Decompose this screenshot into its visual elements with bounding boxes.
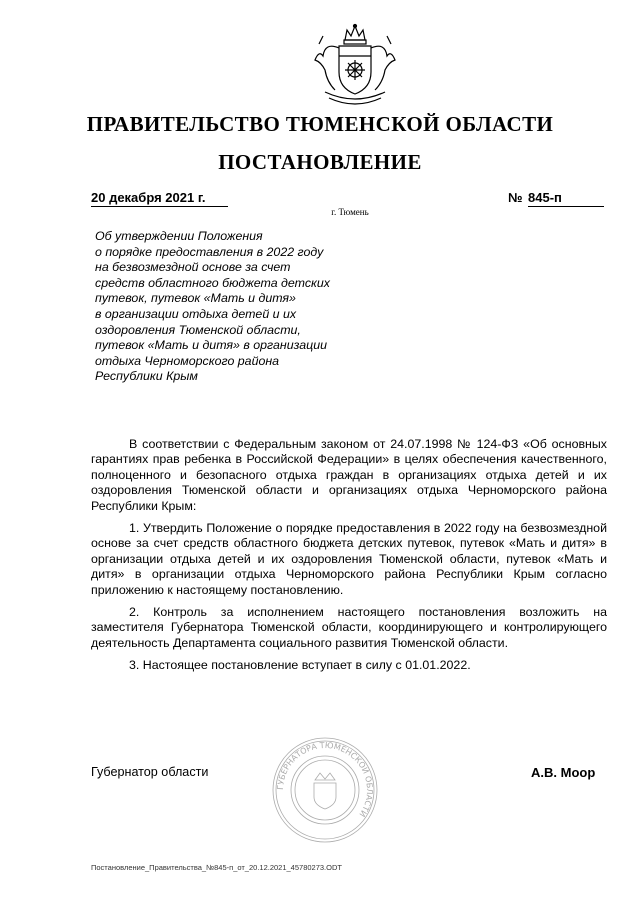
clause-2-paragraph: 2. Контроль за исполнением настоящего постановления возложить на заместителя Губернатора Тюменской области, координирующего и контролирующего деятельность Департамента социального развития Тюменской области. (91, 605, 607, 650)
document-type-title: ПОСТАНОВЛЕНИЕ (218, 150, 422, 174)
footer-filename: Постановление_Правительства_№845-п_от_20.12.2021_45780273.ODT (91, 863, 342, 872)
document-number: 845-п (528, 190, 604, 207)
subject-line: оздоровления Тюменской области, (95, 322, 301, 337)
subject-line: в организации отдыха детей и их (95, 306, 297, 321)
official-seal-icon (270, 735, 380, 845)
subject-line: Республики Крым (95, 369, 198, 384)
document-date: 20 декабря 2021 г. (91, 190, 228, 207)
clause-1-paragraph: 1. Утвердить Положение о порядке предоставления в 2022 году на безвозмездной основе за счет средств областного бюджета детских путевок, путевок «Мать и дитя» в организации отдыха детей и их оздоровления Тюменской области, путевок «Мать и дитя» в организации отдыха Черноморского района Республики Крым согласно приложению к настоящему постановлению. (91, 521, 607, 597)
clause-3-paragraph: 3. Настоящее постановление вступает в силу с 01.01.2022. (129, 658, 471, 673)
subject-line: путевок, путевок «Мать и дитя» (95, 291, 296, 306)
number-sign: № (508, 190, 523, 205)
document-subject (95, 229, 395, 385)
subject-line: средств областного бюджета детских (95, 275, 330, 290)
seal-text: ГУБЕРНАТОРА ТЮМЕНСКОЙ ОБЛАСТИ (275, 740, 375, 819)
coat-of-arms-icon (305, 22, 405, 112)
subject-line: отдыха Черноморского района (95, 353, 280, 368)
subject-line: путевок «Мать и дитя» в организации (95, 338, 327, 353)
subject-line: на безвозмездной основе за счет (95, 260, 291, 275)
signer-name: А.В. Моор (531, 765, 596, 780)
subject-line: Об утверждении Положения (95, 229, 263, 243)
signer-title: Губернатор области (91, 765, 209, 779)
organization-title: ПРАВИТЕЛЬСТВО ТЮМЕНСКОЙ ОБЛАСТИ (86, 112, 554, 136)
city-label: г. Тюмень (331, 207, 369, 217)
preamble-paragraph: В соответствии с Федеральным законом от 24.07.1998 № 124-ФЗ «Об основных гарантиях прав ребенка в Российской Федерации» в целях обеспечения качественного, полноценного и безопасного отдыха граждан в организациях отдыха детей и их оздоровления Тюменской области и организациях отдыха Черноморского района Республики Крым: (91, 437, 607, 513)
document-body (91, 437, 607, 681)
subject-line: о порядке предоставления в 2022 году (95, 244, 324, 259)
